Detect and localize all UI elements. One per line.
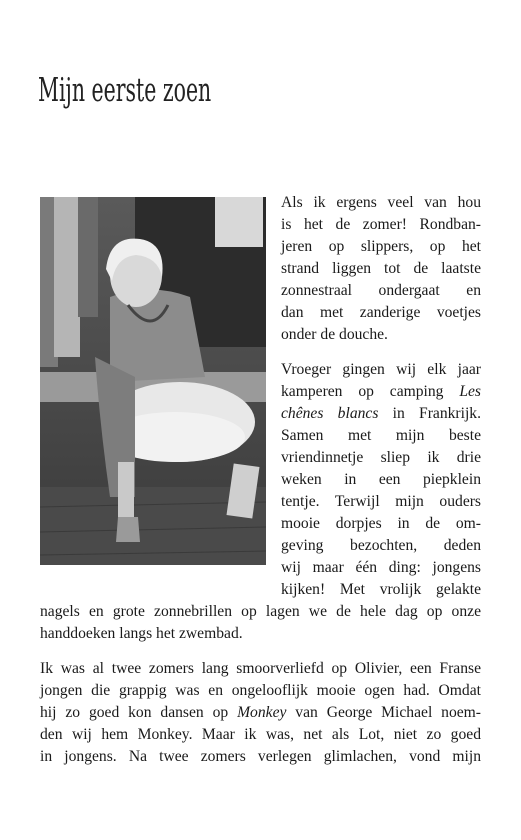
text-line: Als ik ergens veel van hou — [281, 194, 481, 211]
text-line: jeren op slippers, op het — [281, 238, 481, 255]
text-line — [281, 403, 481, 425]
text-line: is het de zomer! Rondban- — [281, 216, 481, 233]
text-line: strand liggen tot de laatste — [281, 260, 481, 277]
text-line: in jongens. Na twee zomers verlegen glimlachen, vond mijn — [40, 748, 481, 765]
text-line: weken in een piepklein — [281, 471, 481, 488]
song-title: Monkey — [237, 704, 287, 721]
text-line: Vroeger gingen wij elk jaar — [281, 361, 481, 378]
camping-name: chênes blancs — [281, 405, 379, 422]
chapter-title: Mijn eerste zoen — [38, 70, 212, 109]
text-line: jongen die grappig was en ongelooflijk mooie ogen had. Omdat — [40, 682, 481, 699]
photo-image — [40, 197, 266, 565]
text-line — [281, 381, 481, 403]
text-line: wij maar één ding: jongens — [281, 559, 481, 576]
text-line: Samen met mijn beste — [281, 427, 481, 444]
text-line: mooie dorpjes in de om- — [281, 515, 481, 532]
text-line — [40, 702, 481, 724]
text-line: nagels en grote zonnebrillen op lagen we de hele dag op onze — [40, 603, 481, 620]
text-fragment: kamperen op camping — [281, 383, 460, 400]
text-line: geving bezochten, deden — [281, 537, 481, 554]
photo-woman-sitting — [40, 197, 266, 565]
text-fragment: hij zo goed kon dansen op — [40, 704, 238, 721]
text-line: den wij hem Monkey. Maar ik was, net als Lot, niet zo goed — [40, 726, 481, 743]
text-line: zonnestraal ondergaat en — [281, 282, 481, 299]
text-line: onder de douche. — [281, 326, 388, 343]
camping-name: Les — [459, 383, 481, 400]
text-line: vriendinnetje sliep ik drie — [281, 449, 481, 466]
text-fragment: in Frankrijk. — [378, 405, 481, 422]
text-fragment: van George Michael noem- — [286, 704, 481, 721]
text-line: handdoeken langs het zwembad. — [40, 625, 243, 642]
text-line: kijken! Met vrolijk gelakte — [281, 581, 481, 598]
text-line: Ik was al twee zomers lang smoorverliefd op Olivier, een Franse — [40, 660, 481, 677]
text-line: tentje. Terwijl mijn ouders — [281, 493, 481, 510]
text-line: dan met zanderige voetjes — [281, 304, 481, 321]
